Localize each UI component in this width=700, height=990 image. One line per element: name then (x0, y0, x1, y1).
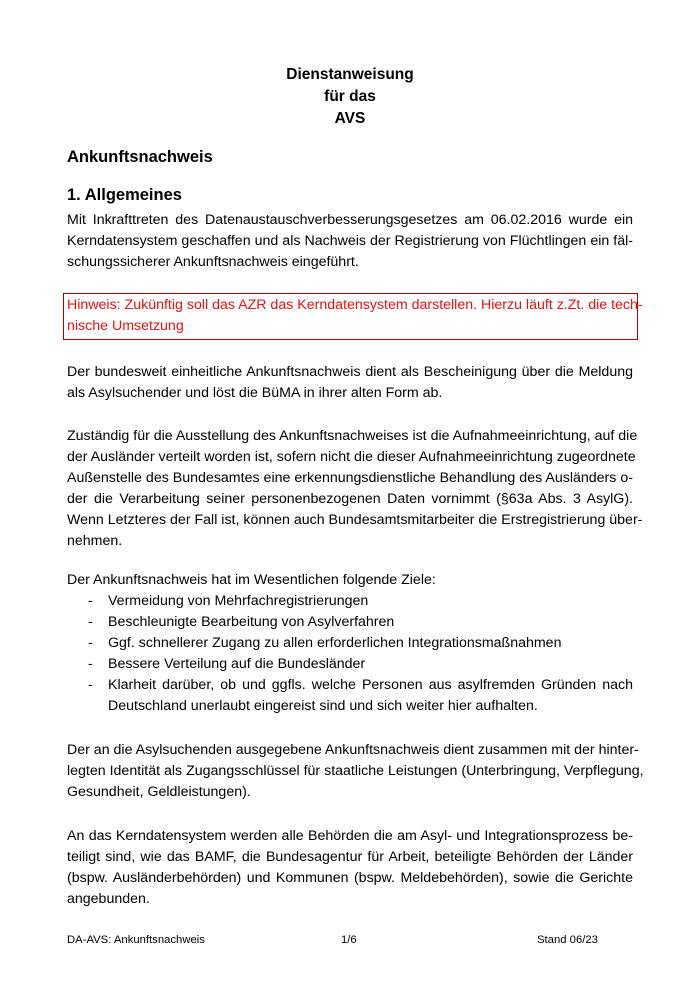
list-item-text: Vermeidung von Mehrfachregistrierungen (108, 593, 369, 609)
list-dash: - (88, 593, 93, 609)
document-title (0, 64, 700, 130)
list-item (67, 591, 633, 612)
list-item-text: Klarheit darüber, ob und ggfls. welche Personen aus asylfremden Gründen nach (108, 677, 633, 693)
paragraph-line: Kerndatensystem geschaffen und als Nachweis der Registrierung von Flüchtlingen ein fäl- (67, 233, 633, 249)
paragraph-line: Der bundesweit einheitliche Ankunftsnachweis dient als Bescheinigung über die Meldung (67, 364, 633, 380)
notice-line: nische Umsetzung (67, 318, 184, 334)
paragraph-line: Mit Inkrafttreten des Datenaustauschverbesserungsgesetzes am 06.02.2016 wurde ein (67, 212, 633, 228)
paragraph-zugangsschluessel (67, 740, 644, 803)
paragraph-line: Außenstelle des Bundesamtes eine erkennungsdienstliche Behandlung des Ausländers o- (67, 470, 633, 486)
list-item (67, 675, 633, 717)
paragraph-line: legten Identität als Zugangsschlüssel für staatliche Leistungen (Unterbringung, Verpflegung, (67, 763, 644, 779)
title-line-1: Dienstanweisung (286, 66, 414, 83)
list-item (67, 612, 633, 633)
footer-page-number: 1/6 (341, 934, 357, 946)
paragraph-kerndatensystem (67, 826, 633, 910)
footer-document-name: DA-AVS: Ankunftsnachweis (67, 934, 205, 946)
paragraph-line: der die Verarbeitung seiner personenbezogenen Daten vornimmt (§63a Abs. 3 AsylG). (67, 491, 633, 507)
list-item (67, 633, 633, 654)
footer-version: Stand 06/23 (537, 934, 598, 946)
goals-list (67, 591, 633, 717)
notice-text (67, 295, 643, 337)
section-heading-allgemeines: 1. Allgemeines (67, 186, 182, 204)
paragraph-line: Gesundheit, Geldleistungen). (67, 784, 251, 800)
list-item-text: Beschleunigte Bearbeitung von Asylverfahren (108, 614, 395, 630)
list-dash: - (88, 677, 93, 693)
goals-intro: Der Ankunftsnachweis hat im Wesentlichen folgende Ziele: (67, 572, 436, 588)
list-item-text: Ggf. schnellerer Zugang zu allen erforderlichen Integrationsmaßnahmen (108, 635, 562, 651)
list-dash: - (88, 635, 93, 651)
paragraph-line: An das Kerndatensystem werden alle Behörden die am Asyl- und Integrationsprozess be- (67, 828, 633, 844)
paragraph-line: als Asylsuchender und löst die BüMA in ihrer alten Form ab. (67, 385, 443, 401)
paragraph-line: Zuständig für die Ausstellung des Ankunftsnachweises ist die Aufnahmeeinrichtung, auf die (67, 428, 638, 444)
paragraph-zustaendigkeit (67, 426, 643, 552)
list-dash: - (88, 656, 93, 672)
paragraph-buema (67, 362, 633, 404)
paragraph-line: nehmen. (67, 533, 123, 549)
paragraph-line: teiligt sind, wie das BAMF, die Bundesagentur für Arbeit, beteiligte Behörden der Länder (67, 849, 633, 865)
list-item-text: Deutschland unerlaubt eingereist sind und sich weiter hier aufhalten. (108, 698, 538, 714)
notice-line: Hinweis: Zukünftig soll das AZR das Kerndatensystem darstellen. Hierzu läuft z.Zt. die tech- (67, 297, 643, 313)
paragraph-intro (67, 210, 633, 273)
title-line-2: für das (324, 88, 376, 105)
paragraph-line: angebunden. (67, 891, 150, 907)
paragraph-line: der Ausländer verteilt worden ist, sofern nicht die dieser Aufnahmeeinrichtung zugeordnete (67, 449, 636, 465)
list-dash: - (88, 614, 93, 630)
paragraph-line: Der an die Asylsuchenden ausgegebene Ankunftsnachweis dient zusammen mit der hinter- (67, 742, 639, 758)
title-line-3: AVS (334, 110, 366, 127)
list-item-text: Bessere Verteilung auf die Bundesländer (108, 656, 366, 672)
list-item (67, 654, 633, 675)
main-heading: Ankunftsnachweis (67, 148, 213, 166)
paragraph-line: schungssicherer Ankunftsnachweis eingeführt. (67, 254, 359, 270)
paragraph-line: (bspw. Ausländerbehörden) und Kommunen (bspw. Meldebehörden), sowie die Gerichte (67, 870, 633, 886)
paragraph-line: Wenn Letzteres der Fall ist, können auch Bundesamtsmitarbeiter die Erstregistrierung über- (67, 512, 643, 528)
